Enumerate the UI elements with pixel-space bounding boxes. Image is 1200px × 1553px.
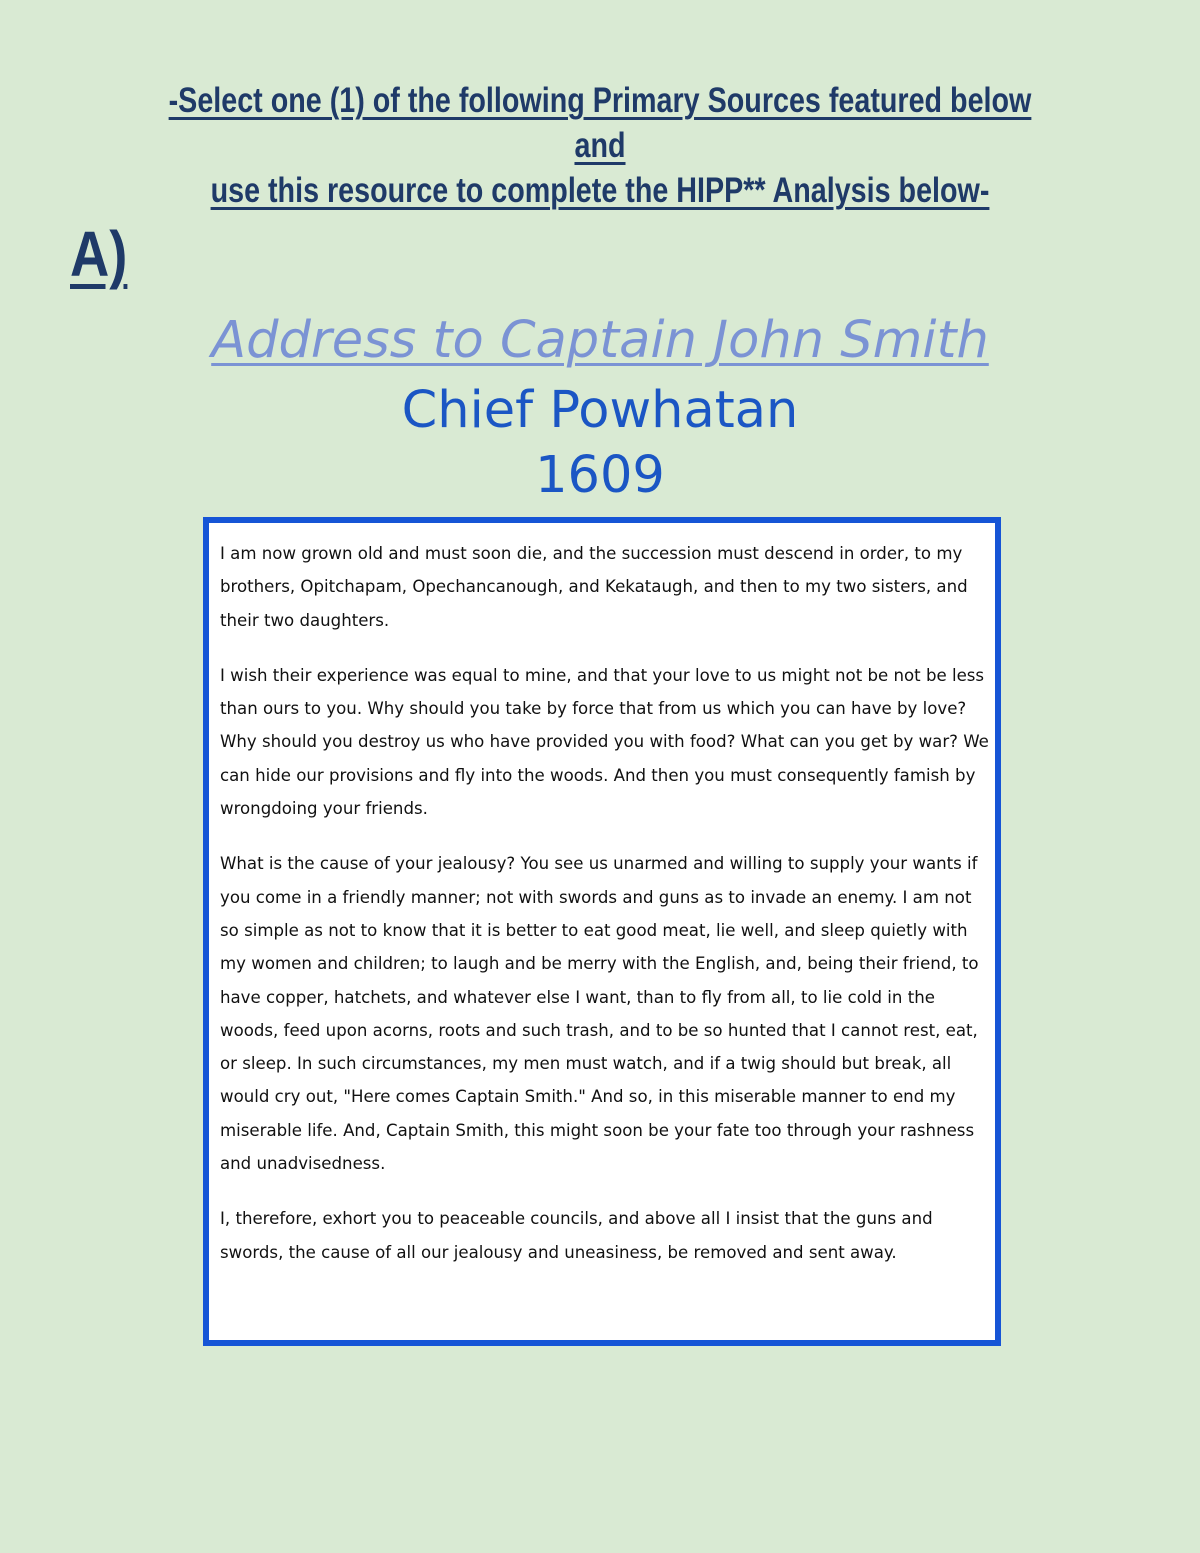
source-year: 1609: [535, 446, 665, 505]
instruction-line-1: -Select one (1) of the following Primary Sources featured below and: [168, 81, 1032, 165]
quote-paragraph-2: I wish their experience was equal to mine, and that your love to us might not be not be less than ours to you. Why should you take by force that from us which you can have by love? Why should you destroy us who have provided you with food? What can you get by war? We can hide our provisions and fly into the woods. And then you must consequently famish by wrongdoing your friends.: [220, 665, 989, 819]
source-author: Chief Powhatan: [401, 381, 799, 440]
quote-box: [203, 517, 1001, 1346]
quote-paragraph-3: What is the cause of your jealousy? You see us unarmed and willing to supply your wants if you come in a friendly manner; not with swords and guns as to invade an enemy. I am not so simple as not to know that it is better to eat good meat, lie well, and sleep quietly with my women and children; to laugh and be merry with the English, and, being their friend, to have copper, hatchets, and whatever else I want, than to fly from all, to lie cold in the woods, feed upon acorns, roots and such trash, and to be so hunted that I cannot rest, eat, or sleep. In such circumstances, my men must watch, and if a twig should but break, all would cry out, "Here comes Captain Smith." And so, in this miserable manner to end my miserable life. And, Captain Smith, this might soon be your fate too through your rashness and unadvisedness.: [220, 854, 979, 1174]
instruction-line-2: use this resource to complete the HIPP** Analysis below-: [210, 171, 990, 210]
section-letter: A): [70, 218, 128, 290]
quote-paragraph-4: I, therefore, exhort you to peaceable councils, and above all I insist that the guns and swords, the cause of all our jealousy and uneasiness, be removed and sent away.: [220, 1209, 933, 1262]
instruction-heading: [157, 78, 1043, 213]
quote-text: [220, 537, 995, 1291]
quote-paragraph-1: I am now grown old and must soon die, and the succession must descend in order, to my brothers, Opitchapam, Opechancanough, and Kekataugh, and then to my two sisters, and their two daughters.: [220, 544, 968, 630]
source-title-link[interactable]: Address to Captain John Smith: [211, 311, 989, 370]
